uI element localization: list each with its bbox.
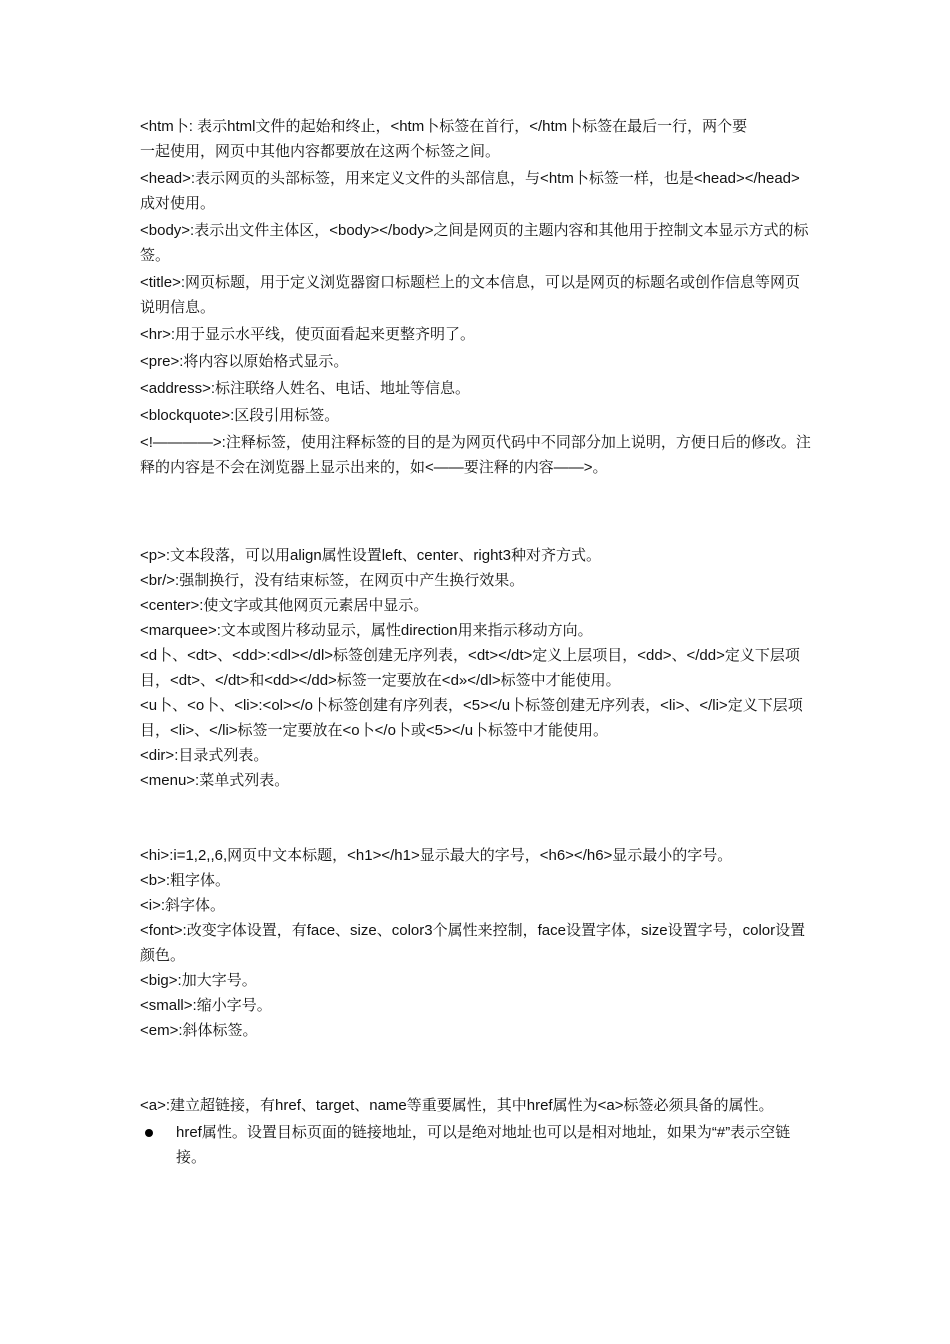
section-structure-tags: [140, 114, 812, 480]
paragraph-br-tag: <br/>:强制换行，没有结束标签，在网页中产生换行效果。: [140, 572, 525, 589]
paragraph-head-tag: <head>:表示网页的头部标签，用来定义文件的头部信息，与<htm卜标签一样，也是<head></head>成对使用。: [140, 170, 800, 212]
paragraph-ul-ol-tag: <u卜、<o卜、<li>:<ol></o卜标签创建有序列表，<5></u卜标签创建无序列表，<li>、</li>定义下层项目，<li>、</li>标签一定要放在<o卜</o卜或<5></u卜标签中才能使用。: [140, 697, 803, 739]
paragraph-i-tag: <i>:斜字体。: [140, 897, 226, 914]
paragraph-address-tag: <address>:标注联络人姓名、电话、地址等信息。: [140, 380, 471, 397]
paragraph-dl-tag: <d卜、<dt>、<dd>:<dl></dl>标签创建无序列表，<dt></dt>定义上层项目，<dd>、</dd>定义下层项目，<dt>、</dt>和<dd></dd>标签一定要放在<d»</dl>标签中才能使用。: [140, 647, 800, 689]
section-font-tags: [140, 843, 812, 1043]
paragraph-b-tag: <b>:粗字体。: [140, 872, 231, 889]
paragraph-em-tag: <em>:斜体标签。: [140, 1022, 258, 1039]
paragraph-heading-tag: <hi>:i=1,2,,6,网页中文本标题，<h1></h1>显示最大的字号，<h6></h6>显示最小的字号。: [140, 847, 733, 864]
paragraph-menu-tag: <menu>:菜单式列表。: [140, 772, 290, 789]
paragraph-center-tag: <center>:使文字或其他网页元素居中显示。: [140, 597, 429, 614]
paragraph-title-tag: <title>:网页标题，用于定义浏览器窗口标题栏上的文本信息，可以是网页的标题名或创作信息等网页说明信息。: [140, 274, 801, 316]
paragraph-blockquote-tag: <blockquote>:区段引用标签。: [140, 407, 340, 424]
section-text-layout-tags: [140, 543, 812, 793]
bullet-dot-icon: [145, 1129, 153, 1137]
paragraph-hr-tag: <hr>:用于显示水平线，使页面看起来更整齐明了。: [140, 326, 476, 343]
paragraph-body-tag: <body>:表示出文件主体区，<body></body>之间是网页的主题内容和其他用于控制文本显示方式的标签。: [140, 222, 809, 264]
paragraph-font-tag: <font>:改变字体设置，有face、size、color3个属性来控制，face设置字体，size设置字号，color设置颜色。: [140, 922, 806, 964]
document-page: [140, 114, 812, 1170]
paragraph-marquee-tag: <marquee>:文本或图片移动显示，属性direction用来指示移动方向。: [140, 622, 593, 639]
paragraph-dir-tag: <dir>:目录式列表。: [140, 747, 269, 764]
paragraph-a-tag: <a>:建立超链接，有href、target、name等重要属性，其中href属性为<a>标签必须具备的属性。: [140, 1097, 774, 1114]
paragraph-p-tag: <p>:文本段落，可以用align属性设置left、center、right3种对齐方式。: [140, 547, 601, 564]
section-link-tags: [140, 1093, 812, 1170]
paragraph-big-tag: <big>:加大字号。: [140, 972, 257, 989]
paragraph-small-tag: <small>:缩小字号。: [140, 997, 272, 1014]
paragraph-comment-tag: <!————>:注释标签，使用注释标签的目的是为网页代码中不同部分加上说明，方便日后的修改。注释的内容是不会在浏览器上显示出来的，如<——要注释的内容——>。: [140, 434, 811, 476]
bullet-list-item: [140, 1120, 812, 1170]
paragraph-pre-tag: <pre>:将内容以原始格式显示。: [140, 353, 349, 370]
paragraph-html-tag-line2: 一起使用，网页中其他内容都要放在这两个标签之间。: [140, 143, 501, 160]
paragraph-html-tag-line1: <htm卜: 表示html文件的起始和终止，<htm卜标签在首行，</htm卜标签在最后一行，两个要: [140, 118, 748, 135]
bullet-text-href: href属性。设置目标页面的链接地址，可以是绝对地址也可以是相对地址，如果为“#”表示空链接。: [176, 1124, 791, 1166]
